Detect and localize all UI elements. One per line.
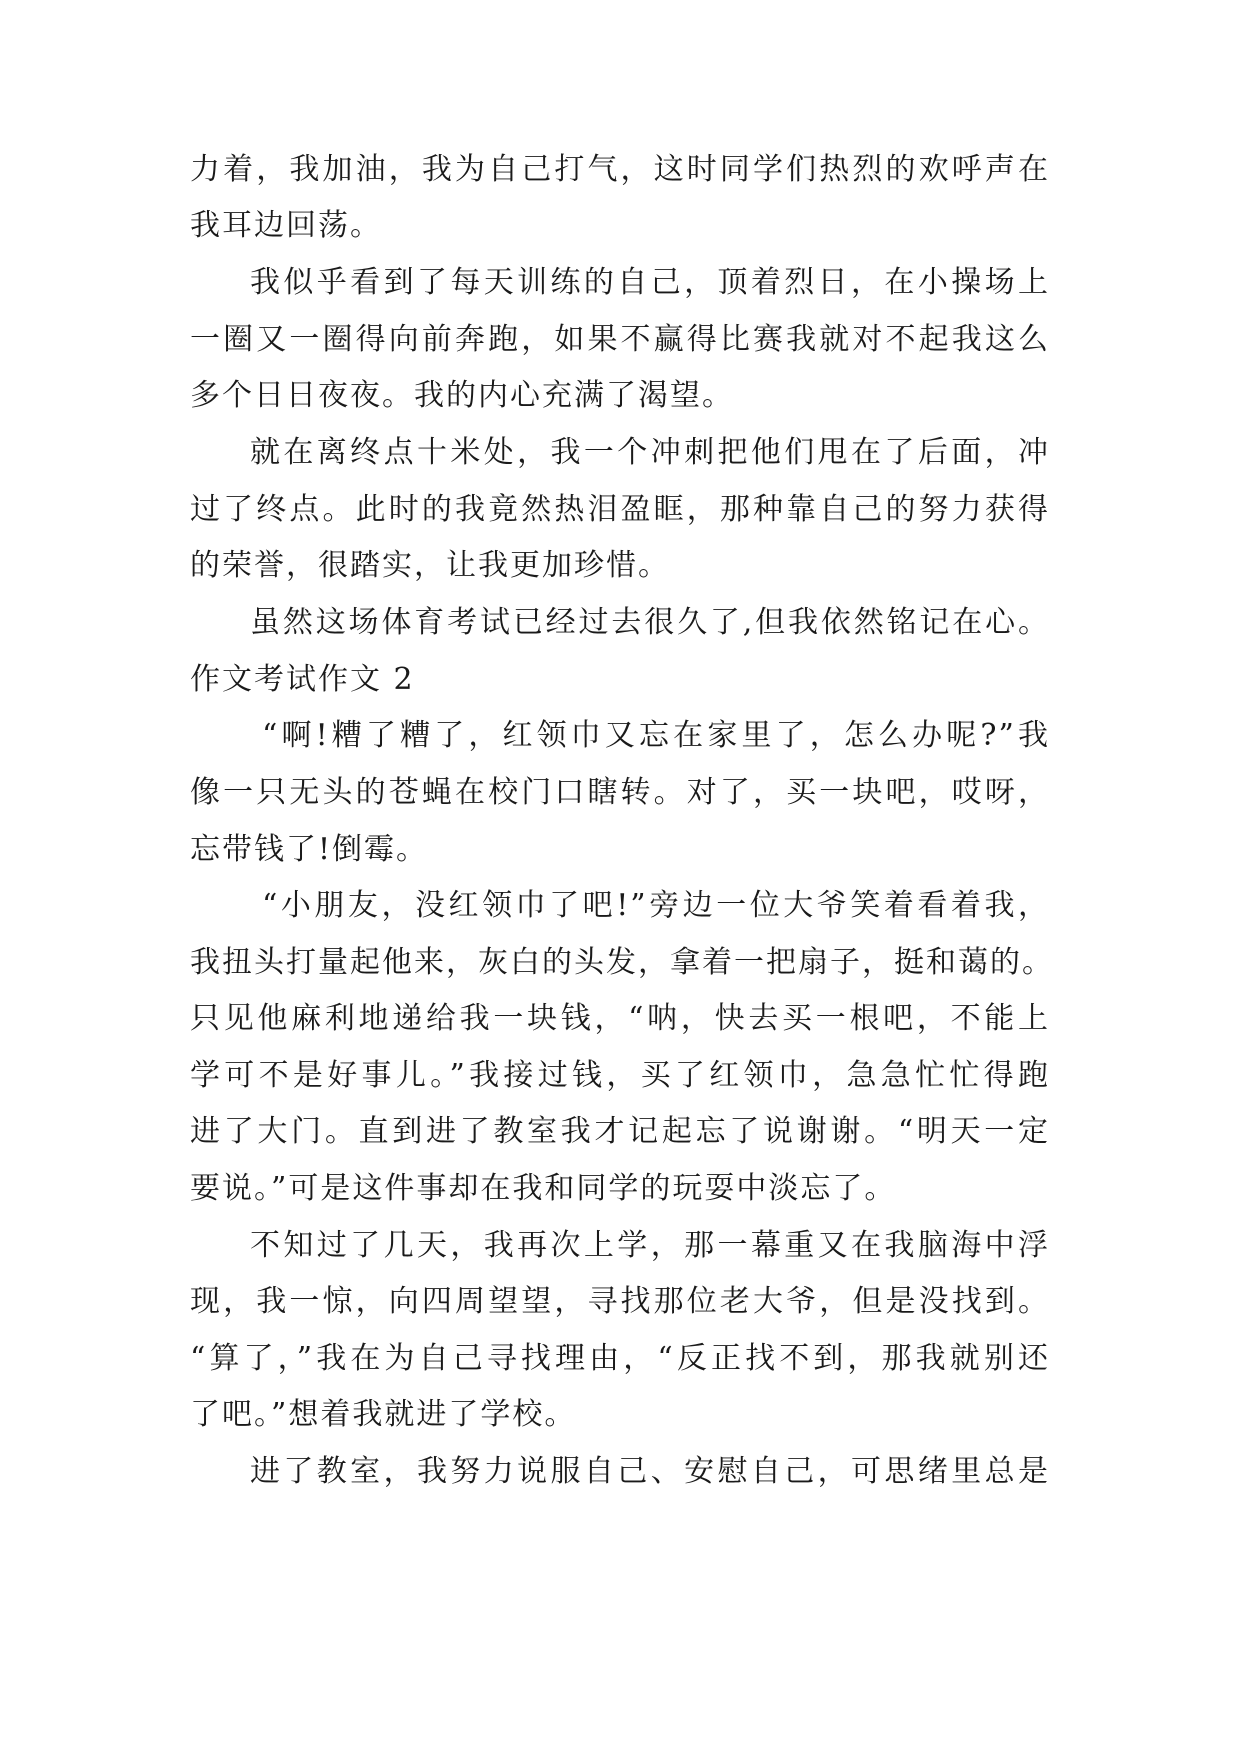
text-line: 过了终点。此时的我竟然热泪盈眶，那种靠自己的努力获得 bbox=[190, 492, 1050, 527]
text-line: 不知过了几天，我再次上学，那一幕重又在我脑海中浮 bbox=[250, 1228, 1050, 1263]
text-line: 学可不是好事儿。”我接过钱，买了红领巾，急急忙忙得跑 bbox=[190, 1058, 1050, 1093]
text-line: 进了大门。直到进了教室我才记起忘了说谢谢。“明天一定 bbox=[190, 1114, 1050, 1149]
text-line: 我耳边回荡。 bbox=[190, 208, 382, 243]
section-heading: 作文考试作文 2 bbox=[190, 662, 415, 697]
text-line: 我似乎看到了每天训练的自己，顶着烈日，在小操场上 bbox=[250, 265, 1050, 300]
text-line: “啊!糟了糟了，红领巾又忘在家里了，怎么办呢?”我 bbox=[262, 718, 1050, 753]
text-line: 一圈又一圈得向前奔跑，如果不赢得比赛我就对不起我这么 bbox=[190, 322, 1050, 357]
text-line: 了吧。”想着我就进了学校。 bbox=[190, 1397, 577, 1432]
text-line: 像一只无头的苍蝇在校门口瞎转。对了，买一块吧，哎呀， bbox=[190, 775, 1050, 810]
text-line: 进了教室，我努力说服自己、安慰自己，可思绪里总是 bbox=[250, 1454, 1050, 1489]
text-line: “小朋友，没红领巾了吧!”旁边一位大爷笑着看着我， bbox=[262, 888, 1050, 923]
text-line: 的荣誉，很踏实，让我更加珍惜。 bbox=[190, 548, 670, 583]
text-line: 就在离终点十米处，我一个冲刺把他们甩在了后面，冲 bbox=[250, 435, 1050, 470]
text-line: 力着，我加油，我为自己打气，这时同学们热烈的欢呼声在 bbox=[190, 152, 1050, 187]
text-line: 现，我一惊，向四周望望，寻找那位老大爷，但是没找到。 bbox=[190, 1284, 1050, 1319]
text-line: 只见他麻利地递给我一块钱，“呐，快去买一根吧，不能上 bbox=[190, 1001, 1050, 1036]
text-line: 虽然这场体育考试已经过去很久了,但我依然铭记在心。 bbox=[250, 605, 1050, 640]
text-line: 我扭头打量起他来，灰白的头发，拿着一把扇子，挺和蔼的。 bbox=[190, 945, 1054, 980]
text-line: “算了，”我在为自己寻找理由，“反正找不到，那我就别还 bbox=[190, 1341, 1050, 1376]
text-line: 多个日日夜夜。我的内心充满了渴望。 bbox=[190, 378, 734, 413]
text-line: 要说。”可是这件事却在我和同学的玩耍中淡忘了。 bbox=[190, 1171, 897, 1206]
text-line: 忘带钱了!倒霉。 bbox=[190, 832, 429, 867]
